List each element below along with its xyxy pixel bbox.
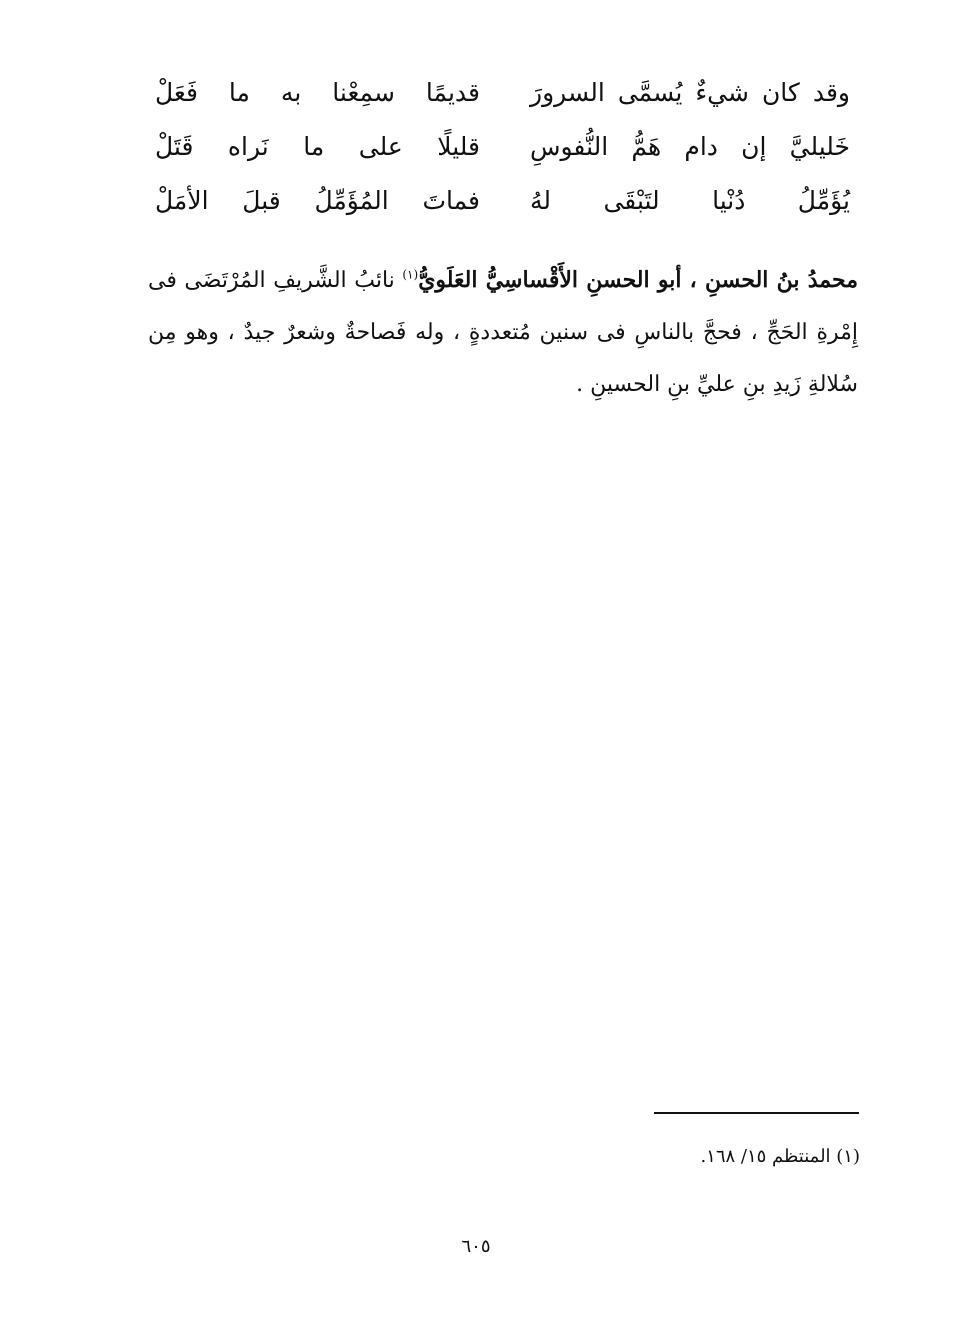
entry-body: نائبُ الشَّريفِ المُرْتَضَى فى إِمْرةِ الحَجِّ ، فحجَّ بالناسِ فى سنين مُتعددةٍ ، وله فَصاحةٌ وشعرٌ جيدٌ ، وهو مِن سُلالةِ زَيدِ بنِ عليِّ بنِ الحسينِ . xyxy=(148,268,859,397)
footnote: (١) المنتظم ١٥/ ١٦٨. xyxy=(700,1146,860,1167)
poem-verses xyxy=(155,66,850,228)
verse-line xyxy=(155,120,850,174)
second-hemistich: قديمًا سمِعْنا به ما فَعَلْ xyxy=(155,78,480,107)
entry-name: محمدُ بنُ الحسنِ ، أبو الحسنِ الأَقْساسِيُّ العَلَويُّ xyxy=(418,267,858,293)
first-hemistich: يُؤَمِّلُ دُنْيا لتَبْقَى لهُ xyxy=(530,186,850,215)
footnote-divider xyxy=(654,1112,859,1114)
page-number: ٦٠٥ xyxy=(461,1236,491,1257)
first-hemistich: وقد كان شيءٌ يُسمَّى السرورَ xyxy=(530,78,850,107)
verse-line xyxy=(155,174,850,228)
second-hemistich: قليلًا على ما نَراه قَتَلْ xyxy=(155,132,480,161)
second-hemistich: فماتَ المُؤَمِّلُ قبلَ الأمَلْ xyxy=(155,186,480,215)
footnote-marker: (١) xyxy=(402,267,419,282)
biography-entry xyxy=(148,254,858,411)
verse-line xyxy=(155,66,850,120)
first-hemistich: خَليليَّ إن دام هَمُّ النُّفوسِ xyxy=(530,132,850,161)
